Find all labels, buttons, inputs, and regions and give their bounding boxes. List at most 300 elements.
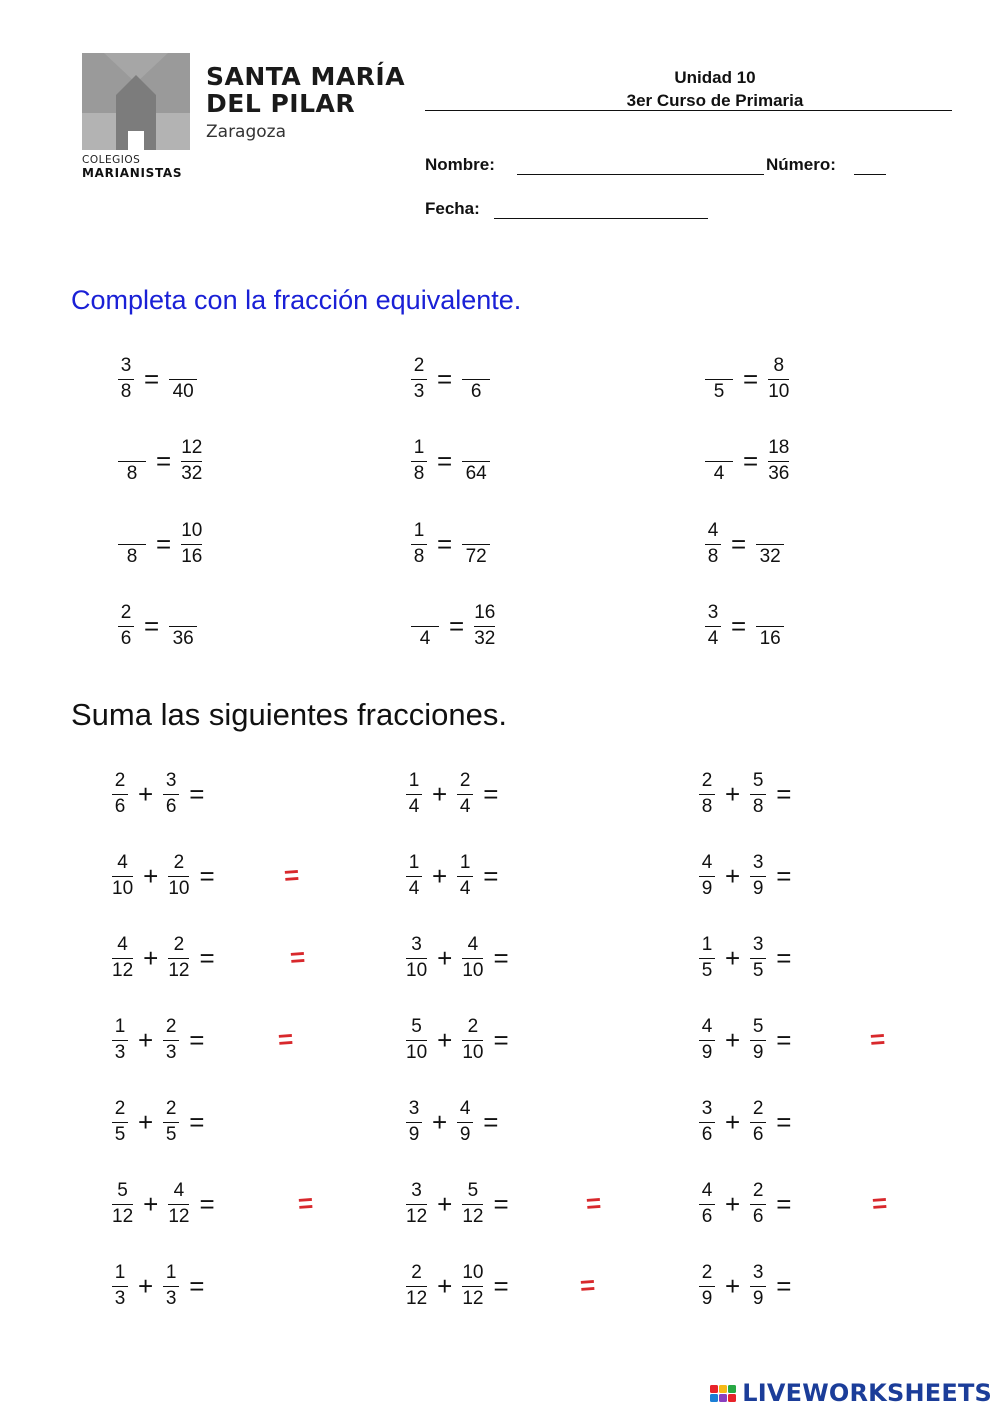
fraction-bar — [112, 1286, 128, 1287]
fraction-bar — [112, 1204, 133, 1205]
addend-b — [457, 1098, 473, 1146]
addend-a-numerator: 4 — [701, 1016, 713, 1037]
plus-sign: + — [725, 943, 741, 973]
plus-sign: + — [143, 1189, 159, 1219]
fraction-bar — [411, 379, 427, 380]
addend-a — [699, 934, 715, 982]
left-fraction — [411, 520, 427, 568]
left-fraction-numerator-blank[interactable] — [418, 602, 432, 624]
addend-a-denominator: 5 — [701, 960, 713, 981]
addend-a-denominator: 9 — [701, 1288, 713, 1309]
addend-b-numerator: 1 — [165, 1262, 177, 1283]
plus-sign: + — [725, 1107, 741, 1137]
left-fraction — [411, 437, 427, 485]
fraction-bar — [112, 958, 133, 959]
addend-a-denominator: 3 — [114, 1288, 126, 1309]
left-fraction — [705, 437, 733, 485]
plus-sign: + — [432, 1107, 448, 1137]
addend-a-numerator: 3 — [701, 1098, 713, 1119]
addend-b — [168, 934, 189, 982]
left-fraction-denominator: 8 — [707, 546, 719, 567]
fraction-bar — [411, 461, 427, 462]
left-fraction — [411, 355, 427, 403]
left-fraction-numerator: 3 — [120, 355, 132, 376]
number-field[interactable] — [854, 156, 886, 175]
addend-a-denominator: 4 — [408, 796, 420, 817]
fraction-bar — [756, 544, 784, 545]
fraction-bar — [462, 461, 490, 462]
addend-b-numerator: 2 — [165, 1098, 177, 1119]
right-fraction-denominator: 32 — [474, 628, 496, 649]
left-fraction-denominator: 4 — [707, 628, 719, 649]
fraction-bar — [118, 544, 146, 545]
answer-mark: = — [276, 1023, 295, 1055]
addend-b-denominator: 12 — [168, 1206, 190, 1227]
addend-b — [163, 1098, 179, 1146]
addend-b-denominator: 9 — [752, 878, 764, 899]
plus-sign: + — [143, 943, 159, 973]
right-fraction-denominator: 16 — [759, 628, 781, 649]
name-label: Nombre: — [425, 155, 495, 174]
fraction-bar — [406, 1122, 422, 1123]
addend-b-numerator: 3 — [752, 852, 764, 873]
addend-a-denominator: 12 — [112, 960, 134, 981]
right-fraction-numerator-blank[interactable] — [469, 437, 483, 459]
sum-exercise — [404, 848, 506, 904]
equals-sign: = — [199, 943, 215, 973]
fraction-bar — [705, 544, 721, 545]
addend-a — [699, 1016, 715, 1064]
right-fraction — [756, 602, 784, 650]
fraction-bar — [406, 1286, 427, 1287]
school-logo-icon — [82, 53, 190, 150]
plus-sign: + — [432, 861, 448, 891]
addend-a — [406, 934, 427, 982]
fraction-bar — [750, 1122, 766, 1123]
addend-a-numerator: 4 — [117, 852, 128, 873]
name-field[interactable] — [517, 156, 764, 175]
plus-sign: + — [138, 1271, 154, 1301]
addend-a — [406, 1180, 427, 1228]
addend-a-numerator: 4 — [117, 934, 128, 955]
right-fraction-denominator: 36 — [768, 463, 790, 484]
liveworksheets-wordmark: LIVEWORKSHEETS — [742, 1379, 992, 1407]
fraction-bar — [750, 1204, 766, 1205]
addend-a-numerator: 1 — [701, 934, 713, 955]
equals-sign: = — [199, 1189, 215, 1219]
right-fraction-numerator-blank[interactable] — [176, 355, 190, 377]
plus-sign: + — [725, 1189, 741, 1219]
right-fraction-numerator-blank[interactable] — [176, 602, 190, 624]
addend-b-denominator: 6 — [165, 796, 177, 817]
fraction-bar — [163, 1040, 179, 1041]
addend-b-numerator: 2 — [752, 1180, 764, 1201]
addend-b-numerator: 2 — [165, 1016, 177, 1037]
sum-exercise — [110, 1012, 212, 1068]
addend-a-denominator: 12 — [406, 1288, 428, 1309]
addend-b-numerator: 4 — [173, 1180, 185, 1201]
left-fraction-denominator: 8 — [413, 546, 425, 567]
right-fraction-numerator: 8 — [773, 355, 785, 376]
fraction-bar — [750, 1040, 766, 1041]
addend-a-denominator: 4 — [408, 878, 420, 899]
addend-a-numerator: 2 — [701, 1262, 713, 1283]
addend-b-numerator: 2 — [467, 1016, 479, 1037]
addend-b-denominator: 4 — [459, 878, 471, 899]
section2-title: Suma las siguientes fracciones. — [71, 697, 507, 732]
date-label: Fecha: — [425, 199, 480, 218]
addend-a — [112, 770, 128, 818]
equals-sign: = — [437, 529, 453, 559]
addend-a-denominator: 9 — [408, 1124, 420, 1145]
left-fraction-denominator: 4 — [713, 463, 725, 484]
section1-title: Completa con la fracción equivalente. — [71, 285, 522, 315]
addend-a-denominator: 5 — [114, 1124, 126, 1145]
addend-b-denominator: 12 — [168, 960, 190, 981]
equals-sign: = — [483, 861, 499, 891]
addend-a-numerator: 2 — [701, 770, 713, 791]
addend-a-numerator: 1 — [114, 1016, 126, 1037]
left-fraction — [705, 355, 733, 403]
fraction-bar — [699, 794, 715, 795]
left-fraction-numerator-blank[interactable] — [125, 520, 139, 542]
equals-sign: = — [156, 446, 172, 476]
addend-a — [699, 1098, 715, 1146]
right-fraction-numerator: 16 — [474, 602, 496, 623]
fraction-bar — [750, 1286, 766, 1287]
addend-a — [112, 1098, 128, 1146]
plus-sign: + — [432, 779, 448, 809]
addend-b-denominator: 9 — [459, 1124, 471, 1145]
equals-sign: = — [199, 861, 215, 891]
right-fraction-numerator-blank[interactable] — [763, 520, 777, 542]
school-name-line1: SANTA MARÍA — [206, 62, 406, 91]
left-fraction-numerator-blank[interactable] — [712, 437, 726, 459]
equals-sign: = — [144, 611, 160, 641]
equivalence-exercise — [116, 351, 199, 407]
fraction-bar — [112, 794, 128, 795]
left-fraction — [705, 602, 721, 650]
addend-b-denominator: 3 — [165, 1042, 177, 1063]
addend-a-numerator: 1 — [408, 852, 420, 873]
addend-b-numerator: 2 — [459, 770, 471, 791]
fraction-bar — [118, 461, 146, 462]
fraction-bar — [118, 626, 134, 627]
fraction-bar — [705, 461, 733, 462]
sum-exercise — [110, 848, 223, 904]
sum-exercise — [404, 766, 506, 822]
fraction-bar — [181, 544, 202, 545]
right-fraction — [462, 355, 490, 403]
addend-a-numerator: 3 — [411, 1180, 422, 1201]
equals-sign: = — [437, 364, 453, 394]
left-fraction-numerator: 1 — [413, 520, 425, 541]
plus-sign: + — [437, 943, 453, 973]
plus-sign: + — [138, 1025, 154, 1055]
right-fraction — [768, 437, 789, 485]
addend-a-denominator: 10 — [112, 878, 134, 899]
sum-exercise — [697, 1176, 799, 1232]
equals-sign: = — [493, 1025, 509, 1055]
right-fraction-denominator: 36 — [172, 628, 194, 649]
addend-a — [112, 1180, 133, 1228]
left-fraction-numerator: 1 — [413, 437, 425, 458]
equivalence-exercise — [409, 598, 497, 654]
sum-exercise — [697, 848, 799, 904]
addend-a-numerator: 5 — [117, 1180, 128, 1201]
right-fraction — [768, 355, 789, 403]
addend-a-denominator: 6 — [701, 1124, 713, 1145]
fraction-bar — [169, 626, 197, 627]
addend-a-numerator: 3 — [408, 1098, 420, 1119]
addend-a-numerator: 1 — [114, 1262, 126, 1283]
sum-exercise — [110, 1258, 212, 1314]
sum-exercise — [697, 930, 799, 986]
equivalence-exercise — [409, 351, 492, 407]
fraction-bar — [705, 626, 721, 627]
fraction-bar — [699, 1286, 715, 1287]
equals-sign: = — [483, 1107, 499, 1137]
equivalence-exercise — [703, 433, 791, 489]
unit-label: Unidad 10 — [674, 68, 756, 87]
addend-a — [406, 1098, 422, 1146]
right-fraction-numerator: 12 — [181, 437, 203, 458]
fraction-bar — [406, 876, 422, 877]
left-fraction-denominator: 8 — [126, 546, 138, 567]
fraction-bar — [163, 794, 179, 795]
right-fraction-numerator-blank[interactable] — [763, 602, 777, 624]
right-fraction-numerator-blank[interactable] — [469, 520, 483, 542]
left-fraction-numerator: 3 — [707, 602, 719, 623]
addend-b-denominator: 10 — [462, 1042, 484, 1063]
right-fraction-denominator: 32 — [759, 546, 781, 567]
right-fraction-denominator: 16 — [181, 546, 203, 567]
addend-a — [406, 770, 422, 818]
answer-mark: = — [584, 1187, 603, 1219]
left-fraction — [118, 520, 146, 568]
addend-b — [462, 1016, 483, 1064]
left-fraction-numerator: 2 — [413, 355, 425, 376]
equivalence-exercise — [409, 433, 492, 489]
fraction-bar — [163, 1122, 179, 1123]
addend-a-numerator: 2 — [114, 770, 126, 791]
addend-a-numerator: 5 — [411, 1016, 422, 1037]
fraction-bar — [462, 958, 483, 959]
date-field[interactable] — [494, 200, 708, 219]
equivalence-exercise — [116, 433, 204, 489]
plus-sign: + — [138, 1107, 154, 1137]
addend-b-numerator: 2 — [752, 1098, 764, 1119]
equivalence-exercise — [409, 516, 492, 572]
right-fraction-numerator: 18 — [768, 437, 790, 458]
addend-b-numerator: 4 — [467, 934, 479, 955]
sum-exercise — [404, 1012, 517, 1068]
equivalence-exercise — [703, 598, 786, 654]
fraction-bar — [705, 379, 733, 380]
addend-b-numerator: 2 — [173, 934, 185, 955]
right-fraction — [462, 520, 490, 568]
answer-mark: = — [282, 859, 301, 891]
addend-b-denominator: 3 — [165, 1288, 177, 1309]
addend-a-denominator: 12 — [406, 1206, 428, 1227]
equals-sign: = — [743, 446, 759, 476]
addend-b — [168, 1180, 189, 1228]
equals-sign: = — [483, 779, 499, 809]
addend-b — [750, 934, 766, 982]
fraction-bar — [462, 379, 490, 380]
plus-sign: + — [725, 861, 741, 891]
addend-a — [406, 1016, 427, 1064]
fraction-bar — [462, 1204, 483, 1205]
addend-a — [699, 770, 715, 818]
school-city: Zaragoza — [206, 122, 287, 142]
school-name-line2: DEL PILAR — [206, 89, 356, 118]
left-fraction-denominator: 5 — [713, 381, 725, 402]
equals-sign: = — [189, 1107, 205, 1137]
fraction-bar — [457, 1122, 473, 1123]
fraction-bar — [462, 544, 490, 545]
addend-b — [163, 770, 179, 818]
fraction-bar — [462, 1040, 483, 1041]
left-fraction-denominator: 8 — [120, 381, 132, 402]
equals-sign: = — [731, 529, 747, 559]
right-fraction-denominator: 6 — [470, 381, 482, 402]
sum-exercise — [110, 930, 223, 986]
addend-b-numerator: 2 — [173, 852, 185, 873]
fraction-bar — [474, 626, 495, 627]
addend-a-numerator: 2 — [411, 1262, 422, 1283]
equals-sign: = — [493, 943, 509, 973]
fraction-bar — [462, 1286, 483, 1287]
addend-a-numerator: 4 — [701, 852, 713, 873]
plus-sign: + — [725, 1271, 741, 1301]
sum-exercise — [110, 1094, 212, 1150]
addend-b-numerator: 5 — [752, 770, 764, 791]
left-fraction — [118, 437, 146, 485]
number-label: Número: — [766, 155, 836, 174]
addend-b-denominator: 4 — [459, 796, 471, 817]
fraction-bar — [699, 1040, 715, 1041]
liveworksheets-logo — [709, 1379, 992, 1407]
addend-a-denominator: 3 — [114, 1042, 126, 1063]
equals-sign: = — [776, 861, 792, 891]
addend-b — [163, 1016, 179, 1064]
fraction-bar — [112, 1122, 128, 1123]
addend-b-denominator: 10 — [462, 960, 484, 981]
fraction-bar — [406, 1204, 427, 1205]
right-fraction-numerator-blank[interactable] — [469, 355, 483, 377]
fraction-bar — [699, 876, 715, 877]
addend-b-denominator: 12 — [462, 1206, 484, 1227]
right-fraction — [181, 437, 202, 485]
addend-b-denominator: 9 — [752, 1042, 764, 1063]
addend-b-numerator: 5 — [752, 1016, 764, 1037]
right-fraction-numerator: 10 — [181, 520, 203, 541]
fraction-bar — [457, 876, 473, 877]
equals-sign: = — [437, 446, 453, 476]
left-fraction-numerator: 4 — [707, 520, 719, 541]
sum-exercise — [697, 1094, 799, 1150]
addend-a-denominator: 8 — [701, 796, 713, 817]
addend-a — [112, 852, 133, 900]
left-fraction — [411, 602, 439, 650]
addend-b — [750, 770, 766, 818]
addend-a-denominator: 9 — [701, 1042, 713, 1063]
addend-a — [699, 1262, 715, 1310]
right-fraction-denominator: 72 — [465, 546, 487, 567]
fraction-bar — [750, 794, 766, 795]
group-line2: MARIANISTAS — [82, 166, 183, 180]
addend-a-denominator: 6 — [701, 1206, 713, 1227]
left-fraction-denominator: 8 — [126, 463, 138, 484]
fraction-bar — [406, 958, 427, 959]
equals-sign: = — [776, 779, 792, 809]
left-fraction-numerator-blank[interactable] — [125, 437, 139, 459]
sum-exercise — [404, 930, 517, 986]
addend-b-numerator: 10 — [462, 1262, 484, 1283]
addend-b-denominator: 6 — [752, 1206, 764, 1227]
addend-a-numerator: 2 — [114, 1098, 126, 1119]
sum-exercise — [404, 1176, 517, 1232]
addend-b — [750, 1262, 766, 1310]
answer-mark: = — [868, 1023, 887, 1055]
addend-a — [406, 1262, 427, 1310]
fraction-bar — [411, 626, 439, 627]
right-fraction — [169, 355, 197, 403]
addend-b-numerator: 3 — [752, 934, 764, 955]
addend-a — [699, 852, 715, 900]
fraction-bar — [699, 958, 715, 959]
liveworksheets-tiles-icon — [709, 1384, 739, 1402]
fraction-bar — [181, 461, 202, 462]
left-fraction-numerator-blank[interactable] — [712, 355, 726, 377]
left-fraction-numerator: 2 — [120, 602, 132, 623]
equals-sign: = — [189, 1271, 205, 1301]
right-fraction-denominator: 64 — [465, 463, 487, 484]
fraction-bar — [168, 958, 189, 959]
addend-a-denominator: 9 — [701, 878, 713, 899]
addend-a-numerator: 1 — [408, 770, 420, 791]
left-fraction — [118, 602, 134, 650]
equals-sign: = — [493, 1189, 509, 1219]
answer-mark: = — [578, 1269, 597, 1301]
right-fraction — [169, 602, 197, 650]
left-fraction-denominator: 6 — [120, 628, 132, 649]
equals-sign: = — [743, 364, 759, 394]
left-fraction — [118, 355, 134, 403]
addend-b — [457, 852, 473, 900]
addend-b-denominator: 12 — [462, 1288, 484, 1309]
fraction-bar — [768, 379, 789, 380]
addend-a-denominator: 10 — [406, 1042, 428, 1063]
left-fraction — [705, 520, 721, 568]
addend-b — [462, 1180, 483, 1228]
right-fraction — [462, 437, 490, 485]
fraction-bar — [169, 379, 197, 380]
right-fraction-denominator: 10 — [768, 381, 790, 402]
addend-b-denominator: 5 — [752, 960, 764, 981]
plus-sign: + — [138, 779, 154, 809]
right-fraction — [756, 520, 784, 568]
answer-mark: = — [288, 941, 307, 973]
fraction-bar — [750, 876, 766, 877]
equals-sign: = — [449, 611, 465, 641]
addend-a-numerator: 3 — [411, 934, 422, 955]
addend-b — [168, 852, 189, 900]
fraction-bar — [699, 1122, 715, 1123]
addend-b-numerator: 5 — [467, 1180, 479, 1201]
addend-b-denominator: 8 — [752, 796, 764, 817]
